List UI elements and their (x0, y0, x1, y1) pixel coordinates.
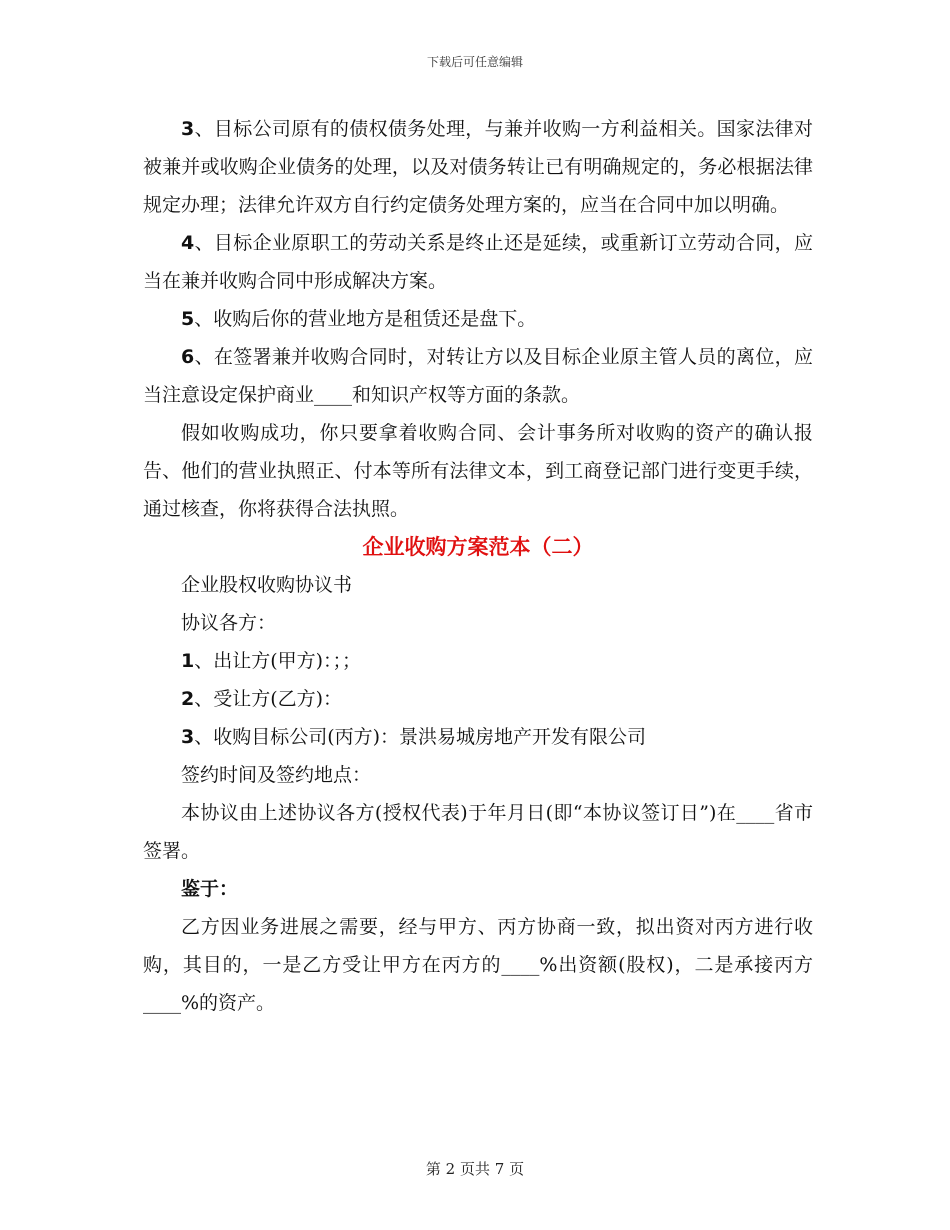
success-paragraph: 假如收购成功，你只要拿着收购合同、会计事务所对收购的资产的确认报告、他们的营业执照正、付本等所有法律文本，到工商登记部门进行变更手续，通过核查，你将获得合法执照。 (143, 422, 813, 520)
item-5 (143, 300, 813, 338)
page-header: 下载后可任意编辑 (426, 55, 523, 69)
party-number: 2 (181, 688, 195, 710)
item-text: 、目标公司原有的债权债务处理，与兼并收购一方利益相关。国家法律对被兼并或收购企业债务的处理，以及对债务转让已有明确规定的，务必根据法律规定办理；法律允许双方自行约定债务处理方案的，应当在合同中加以明确。 (143, 118, 813, 216)
party-2 (143, 680, 813, 718)
party-text: 、出让方(甲方)：；； (194, 650, 362, 672)
item-3 (143, 110, 813, 224)
sign-label: 签约时间及签约地点： (181, 764, 372, 786)
item-6 (143, 338, 813, 414)
parties-label: 协议各方： (181, 612, 277, 634)
page-footer: 第 2 页共 7 页 (425, 1160, 525, 1178)
item-text: 、目标企业原职工的劳动关系是终止还是延续，或重新订立劳动合同，应当在兼并收购合同中形成解决方案。 (143, 232, 813, 292)
item-number: 6 (181, 346, 195, 368)
item-number: 5 (181, 308, 195, 330)
whereas-text: 乙方因业务进展之需要，经与甲方、丙方协商一致，拟出资对丙方进行收购，其目的，一是乙方受让甲方在丙方的____%出资额(股权)，二是承接丙方____%的资产。 (143, 916, 813, 1014)
sign-text: 本协议由上述协议各方(授权代表)于年月日(即“本协议签订日”)在____省市签署。 (143, 802, 813, 862)
party-1 (143, 642, 813, 680)
party-text: 、收购目标公司(丙方)：景洪易城房地产开发有限公司 (194, 726, 647, 748)
section-title: 企业收购方案范本（二） (362, 534, 594, 559)
party-number: 3 (181, 726, 195, 748)
item-number: 3 (181, 118, 195, 140)
agreement-title: 企业股权收购协议书 (181, 574, 353, 596)
item-4 (143, 224, 813, 300)
party-text: 、受让方(乙方)： (194, 688, 343, 710)
party-number: 1 (181, 650, 195, 672)
whereas-label: 鉴于： (181, 878, 239, 900)
item-number: 4 (181, 232, 195, 254)
party-3 (143, 718, 813, 756)
item-text: 、在签署兼并收购合同时，对转让方以及目标企业原主管人员的离位，应当注意设定保护商业____和知识产权等方面的条款。 (143, 346, 813, 406)
item-text: 、收购后你的营业地方是租赁还是盘下。 (194, 308, 537, 330)
document-body (143, 110, 813, 1022)
